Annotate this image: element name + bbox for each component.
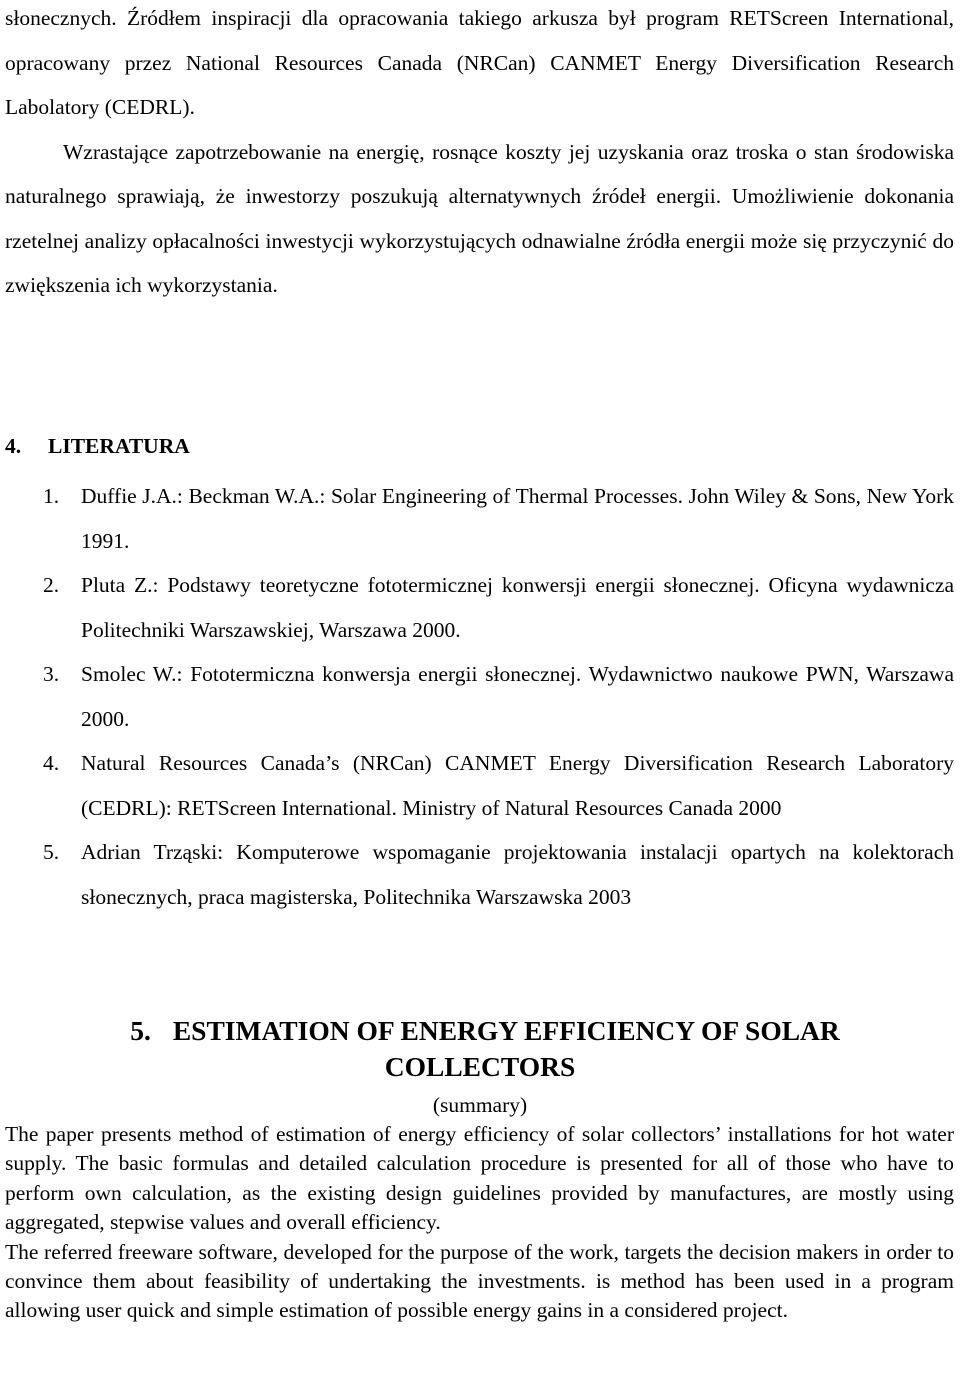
summary-label: (summary): [432, 1093, 528, 1117]
english-title-line-2: COLLECTORS: [384, 1051, 576, 1082]
reference-number: 5.: [43, 840, 60, 864]
english-title-line-1-text: ESTIMATION OF ENERGY EFFICIENCY OF SOLAR: [172, 1015, 840, 1046]
reference-list: [0, 474, 960, 919]
reference-item: [0, 830, 960, 919]
reference-number: 3.: [43, 662, 60, 686]
reference-text: Adrian Trząski: Komputerowe wspomaganie projektowania instalacji opartych na kolektorach słonecznych, praca magisterska, Politechnika Warszawska 2003: [81, 840, 954, 909]
english-paragraph-1: The paper presents method of estimation of energy efficiency of solar collectors’ installations for hot water supply. The basic formulas and detailed calculation procedure is presented for all of those who have to perform own calculation, as the existing design guidelines provided by manufactures, are mostly using aggregated, stepwise values and overall efficiency.: [5, 1122, 954, 1235]
reference-text: Duffie J.A.: Beckman W.A.: Solar Engineering of Thermal Processes. John Wiley & Sons, New York 1991.: [81, 484, 954, 553]
english-summary-block: [0, 1120, 960, 1326]
reference-text: Natural Resources Canada’s (NRCan) CANMET Energy Diversification Research Laboratory (CEDRL): RETScreen International. Ministry of Natural Resources Canada 2000: [81, 751, 954, 820]
reference-item: [0, 652, 960, 741]
literature-heading-text: LITERATURA: [48, 434, 190, 458]
polish-paragraph-2: Wzrastające zapotrzebowanie na energię, rosnące koszty jej uzyskania oraz troska o stan środowiska naturalnego sprawiają, że inwestorzy poszukują alternatywnych źródeł energii. Umożliwienie dokonania rzetelnej analizy opłacalności inwestycji wykorzystujących odnawialne źródła energii może się przyczynić do zwiększenia ich wykorzystania.: [5, 139, 954, 297]
reference-item: [0, 741, 960, 830]
reference-item: [0, 563, 960, 652]
reference-number: 4.: [43, 751, 60, 775]
reference-text: Smolec W.: Fototermiczna konwersja energii słonecznej. Wydawnictwo naukowe PWN, Warszawa 2000.: [81, 662, 954, 731]
english-section-title: [0, 1013, 960, 1085]
english-paragraph-2: The referred freeware software, developed for the purpose of the work, targets the decision makers in order to convince them about feasibility of undertaking the investments. is method has been used in a program allowing user quick and simple estimation of possible energy gains in a considered project.: [5, 1239, 954, 1323]
reference-item: [0, 474, 960, 563]
polish-paragraph-1: słonecznych. Źródłem inspiracji dla opracowania takiego arkusza był program RETScreen International, opracowany przez National Resources Canada (NRCan) CANMET Energy Diversification Research Labolatory (CEDRL).: [5, 6, 954, 119]
reference-number: 1.: [43, 484, 60, 508]
english-section-number: 5.: [130, 1015, 151, 1046]
reference-text: Pluta Z.: Podstawy teoretyczne fototermicznej konwersji energii słonecznej. Oficyna wydawnicza Politechniki Warszawskiej, Warszawa 2000.: [81, 573, 954, 642]
english-title-line-1: [0, 1013, 960, 1049]
literature-heading: [5, 424, 190, 468]
literature-heading-number: 4.: [5, 434, 22, 458]
polish-text-block: [0, 0, 960, 308]
reference-number: 2.: [43, 573, 60, 597]
